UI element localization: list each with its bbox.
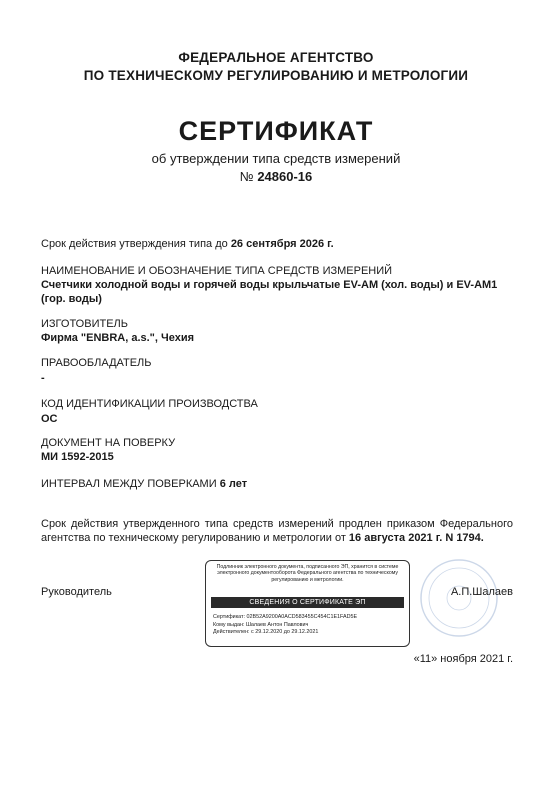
certificate-subtitle: об утверждении типа средств измерений — [151, 151, 401, 166]
stamp-details — [213, 614, 405, 637]
extension-order: 16 августа 2021 г. N 1794. — [348, 531, 484, 544]
holder-value: - — [41, 372, 45, 384]
certificate-number-prefix: № — [239, 169, 254, 184]
head-label: Руководитель — [41, 586, 112, 598]
holder-heading: ПРАВООБЛАДАТЕЛЬ — [41, 357, 152, 369]
extension-paragraph — [41, 518, 513, 545]
certificate-title: СЕРТИФИКАТ — [178, 116, 374, 146]
stamp-cert-value: 02B52A9200A0ACD583455C454C1E1FAD5E — [246, 614, 358, 620]
extension-text: Срок действия утвержденного типа средств измерений продлен приказом Федерального агентства по техническому регулированию и метрологии от — [41, 518, 513, 544]
code-value: ОС — [41, 413, 58, 425]
stamp-valid-from: 29.12.2020 — [255, 629, 283, 636]
head-name: А.П.Шалаев — [450, 586, 513, 598]
certificate-number — [0, 169, 552, 184]
agency-name-line2: ПО ТЕХНИЧЕСКОМУ РЕГУЛИРОВАНИЮ И МЕТРОЛОГИИ — [83, 68, 469, 83]
stamp-band: СВЕДЕНИЯ О СЕРТИФИКАТЕ ЭП — [211, 597, 404, 608]
stamp-cert-label: Сертификат: — [213, 614, 246, 620]
validity-line — [41, 238, 513, 252]
interval-value: 6 лет — [219, 478, 248, 490]
stamp-valid-label: Действителен: с — [213, 629, 254, 636]
manufacturer-value: Фирма "ENBRA, a.s.", Чехия — [41, 332, 195, 344]
validity-date: 26 сентября 2026 г. — [230, 238, 334, 250]
interval-line — [41, 478, 513, 492]
name-heading: НАИМЕНОВАНИЕ И ОБОЗНАЧЕНИЕ ТИПА СРЕДСТВ ИЗМЕРЕНИЙ — [41, 265, 393, 277]
manufacturer-heading: ИЗГОТОВИТЕЛЬ — [41, 318, 128, 330]
stamp-intro: Подлинник электронного документа, подписанного ЭП, хранится в системе электронного документооборота Федерального агентства по техническому регулированию и метрологии. — [216, 564, 399, 583]
document-heading: ДОКУМЕНТ НА ПОВЕРКУ — [41, 437, 176, 449]
document-value: МИ 1592-2015 — [41, 451, 114, 463]
validity-label: Срок действия утверждения типа до — [41, 238, 228, 250]
name-value: Счетчики холодной воды и горячей воды крыльчатые EV-AM (хол. воды) и EV-AM1 (гор. воды) — [41, 279, 498, 305]
round-seal-watermark — [418, 557, 500, 639]
interval-label: ИНТЕРВАЛ МЕЖДУ ПОВЕРКАМИ — [41, 478, 217, 490]
stamp-valid-to: 29.12.2021 — [291, 629, 319, 636]
stamp-valid-to-label: до — [283, 629, 290, 636]
signature-date: «11» ноября 2021 г. — [413, 653, 513, 665]
stamp-issued-label: Кому выдан: — [213, 621, 245, 628]
stamp-issued-value: Шалаев Антон Павлович — [245, 621, 309, 628]
stamp-valid-row — [213, 629, 405, 637]
certificate-number-value: 24860-16 — [257, 169, 313, 184]
code-heading: КОД ИДЕНТИФИКАЦИИ ПРОИЗВОДСТВА — [41, 398, 258, 410]
stamp-cert-row — [213, 614, 405, 622]
electronic-signature-stamp — [205, 560, 410, 647]
agency-name-line1: ФЕДЕРАЛЬНОЕ АГЕНТСТВО — [178, 50, 374, 65]
